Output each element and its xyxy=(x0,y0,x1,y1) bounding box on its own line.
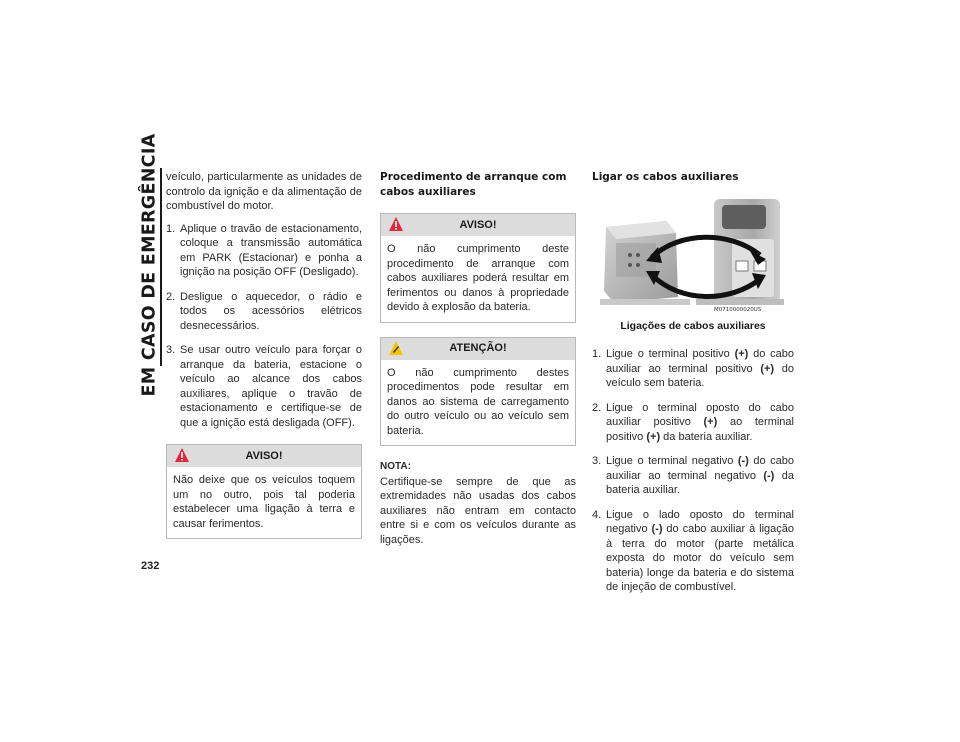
warning-triangle-icon xyxy=(388,216,404,237)
jumper-cable-illustration xyxy=(600,199,784,315)
caution-text: O não cumprimento destes procedimentos pode resultar em danos ao sistema de carregamento do outro veículo ou ao veículo sem bateria. xyxy=(387,366,569,437)
warning-title: AVISO! xyxy=(245,449,283,462)
caution-triangle-icon xyxy=(388,340,404,361)
section-heading: Procedimento de arranque com cabos auxiliares xyxy=(380,171,567,198)
list-item: 2. Desligue o aquecedor, o rádio e todos os acessórios elétricos desnecessários. xyxy=(166,290,362,332)
warning-box-header xyxy=(381,214,575,236)
prep-steps xyxy=(166,222,362,431)
page-number: 232 xyxy=(141,560,160,572)
column-1 xyxy=(166,170,362,539)
warning-triangle-icon xyxy=(174,447,190,468)
list-item: 3. Se usar outro veículo para forçar o arranque da bateria, estacione o veículo ao alcance dos cabos auxiliares, aplique o travão de estacionamento e certifique-se de que a ignição está desligada (OFF). xyxy=(166,344,362,429)
side-rule xyxy=(160,168,162,366)
warning-title: AVISO! xyxy=(459,218,497,231)
figure-caption: Ligações de cabos auxiliares xyxy=(620,319,766,332)
warning-text: O não cumprimento deste procedimento de arranque com cabos auxiliares poderá resultar em ferimentos ou danos à propriedade devido à explosão da bateria. xyxy=(387,243,569,313)
jumper-cable-figure xyxy=(600,199,784,315)
warning-text: Não deixe que os veículos toquem um no outro, pois tal poderia estabelecer uma ligação à terra e causar ferimentos. xyxy=(173,474,355,530)
section-title: EM CASO DE EMERGÊNCIA xyxy=(139,133,159,397)
warning-box xyxy=(380,213,576,323)
section-heading: Ligar os cabos auxiliares xyxy=(592,171,739,183)
column-2 xyxy=(380,170,576,547)
figure-code: M0710000020US xyxy=(714,306,762,313)
list-item: 4. Ligue o lado oposto do terminal negativo (-) do cabo auxiliar à ligação à terra do motor (parte metálica exposta do motor do veículo sem bateria) longe da bateria e do sistema de injeção de combustível. xyxy=(592,508,794,593)
caution-box-header xyxy=(381,338,575,360)
note-text: Certifique-se sempre de que as extremidades não usadas dos cabos auxiliares não entram em contacto entre si e com os veículos durante as ligações. xyxy=(380,475,576,546)
warning-box-header xyxy=(167,445,361,467)
section-side-tab xyxy=(136,133,162,397)
warning-box xyxy=(166,444,362,539)
intro-paragraph: veículo, particularmente as unidades de controlo da ignição e da alimentação de combustível do motor. xyxy=(166,171,362,212)
connect-steps xyxy=(592,347,794,595)
list-item: 3. Ligue o terminal negativo (-) do cabo auxiliar ao terminal negativo (-) da bateria auxiliar. xyxy=(592,455,795,496)
list-item: 1. Aplique o travão de estacionamento, coloque a transmissão automática em PARK (Estacionar) e ponha a ignição na posição OFF (Desligado). xyxy=(166,222,362,278)
caution-box xyxy=(380,337,576,447)
caution-title: ATENÇÃO! xyxy=(449,342,507,355)
list-item: 1. Ligue o terminal positivo (+) do cabo auxiliar ao terminal positivo (+) do veículo sem bateria. xyxy=(592,348,794,389)
column-3 xyxy=(592,170,794,605)
note-title: NOTA: xyxy=(380,461,411,472)
list-item: 2. Ligue o terminal oposto do cabo auxiliar positivo (+) ao terminal positivo (+) da bateria auxiliar. xyxy=(592,401,794,443)
